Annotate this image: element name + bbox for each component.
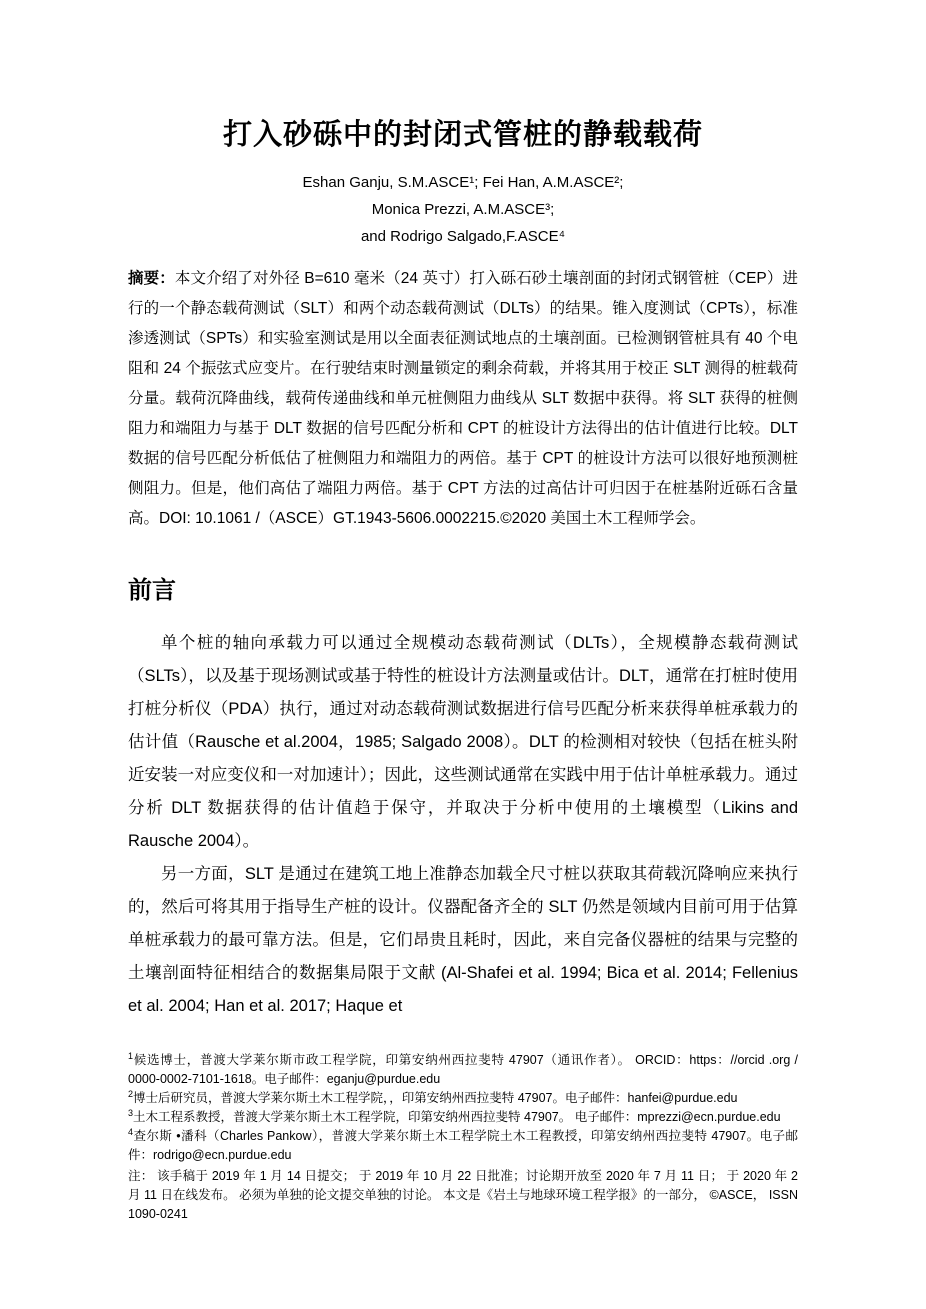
footnote-3 [128,1108,798,1127]
abstract-label: 摘要： [128,270,175,287]
footnote-marker: 1 [128,1050,134,1061]
footnote-text: 博士后研究员，普渡大学莱尔斯土木工程学院，，印第安纳州西拉斐特 47907。电子邮件：hanfei@purdue.edu [133,1091,738,1105]
footnote-2 [128,1089,798,1108]
footnote-text: 土木工程系教授，普渡大学莱尔斯土木工程学院，印第安纳州西拉斐特 47907。 电子邮件：mprezzi@ecn.purdue.edu [133,1110,781,1124]
paragraph-2: 另一方面，SLT 是通过在建筑工地上准静态加载全尺寸桩以获取其荷载沉降响应来执行的，然后可将其用于指导生产桩的设计。仪器配备齐全的 SLT 仍然是领域内目前可用于估算单桩承载力的最可靠方法。但是，它们昂贵且耗时，因此，来自完备仪器桩的结果与完整的土壤剖面特征相结合的数据集局限于文献 (Al-Shafei et al. 1994; Bica et al. 2014; Fellenius et al. 2004; Han et al. 2017; Haque et [128,865,798,1015]
footnote-4 [128,1127,798,1165]
submission-note: 注： 该手稿于 2019 年 1 月 14 日提交； 于 2019 年 10 月 22 日批准；讨论期开放至 2020 年 7 月 11 日； 于 2020 年 2 月 11 日在线发布。 必须为单独的论文提交单独的讨论。 本文是《岩土与地球环境工程学报》的一部分， ©ASCE， ISSN 1090-0241 [128,1169,798,1221]
paragraph-1: 单个桩的轴向承载力可以通过全规模动态载荷测试（DLTs），全规模静态载荷测试（SLTs），以及基于现场测试或基于特性的桩设计方法测量或估计。DLT，通常在打桩时使用打桩分析仪（PDA）执行，通过对动态载荷测试数据进行信号匹配分析来获得单桩承载力的估计值（Rausche et al.2004，1985; Salgado 2008）。DLT 的检测相对较快（包括在桩头附近安装一对应变仪和一对加速计）；因此，这些测试通常在实践中用于估计单桩承载力。通过分析 DLT 数据获得的估计值趋于保守，并取决于分析中使用的土壤模型（Likins and Rausche 2004）。 [128,634,798,850]
author-line-2: Monica Prezzi, A.M.ASCE³; [371,201,555,218]
footnote-marker: 4 [128,1126,134,1137]
footnote-text: 查尔斯 •潘科（Charles Pankow），普渡大学莱尔斯土木工程学院土木工程教授，印第安纳州西拉斐特 47907。电子邮件：rodrigo@ecn.purdue.edu [128,1129,798,1162]
section-heading-introduction: 前言 [128,577,176,604]
paper-title: 打入砂砾中的封闭式管桩的静载载荷 [222,119,703,151]
footnote-text: 候选博士，普渡大学莱尔斯市政工程学院，印第安纳州西拉斐特 47907（通讯作者）。 ORCID：https：//orcid .org / 0000-0002-7101-1618。电子邮件：eganju@purdue.edu [128,1053,798,1086]
author-block [128,169,798,250]
author-line-3: and Rodrigo Salgado,F.ASCE⁴ [360,228,566,245]
footnotes [128,1051,798,1224]
abstract [128,264,798,534]
abstract-body: 本文介绍了对外径 B=610 毫米（24 英寸）打入砾石砂土壤剖面的封闭式钢管桩（CEP）进行的一个静态载荷测试（SLT）和两个动态载荷测试（DLTs）的结果。锥入度测试（CPTs），标准渗透测试（SPTs）和实验室测试是用以全面表征测试地点的土壤剖面。已检测钢管桩具有 40 个电阻和 24 个振弦式应变片。在行驶结束时测量锁定的剩余荷载，并将其用于校正 SLT 测得的桩载荷分量。载荷沉降曲线，载荷传递曲线和单元桩侧阻力曲线从 SLT 数据中获得。将 SLT 获得的桩侧阻力和端阻力与基于 DLT 数据的信号匹配分析和 CPT 的桩设计方法得出的估计值进行比较。DLT 数据的信号匹配分析低估了桩侧阻力和端阻力的两倍。基于 CPT 的桩设计方法可以很好地预测桩侧阻力。但是，他们高估了端阻力两倍。基于 CPT 方法的过高估计可归因于在桩基附近砾石含量高。DOI: 10.1061 /（ASCE）GT.1943-5606.0002215.©2020 美国土木工程师学会。 [128,270,798,527]
footnote-marker: 3 [128,1107,134,1118]
footnote-marker: 2 [128,1088,134,1099]
footnote-1 [128,1051,798,1089]
author-line-1: Eshan Ganju, S.M.ASCE¹; Fei Han, A.M.ASCE²; [302,174,624,191]
